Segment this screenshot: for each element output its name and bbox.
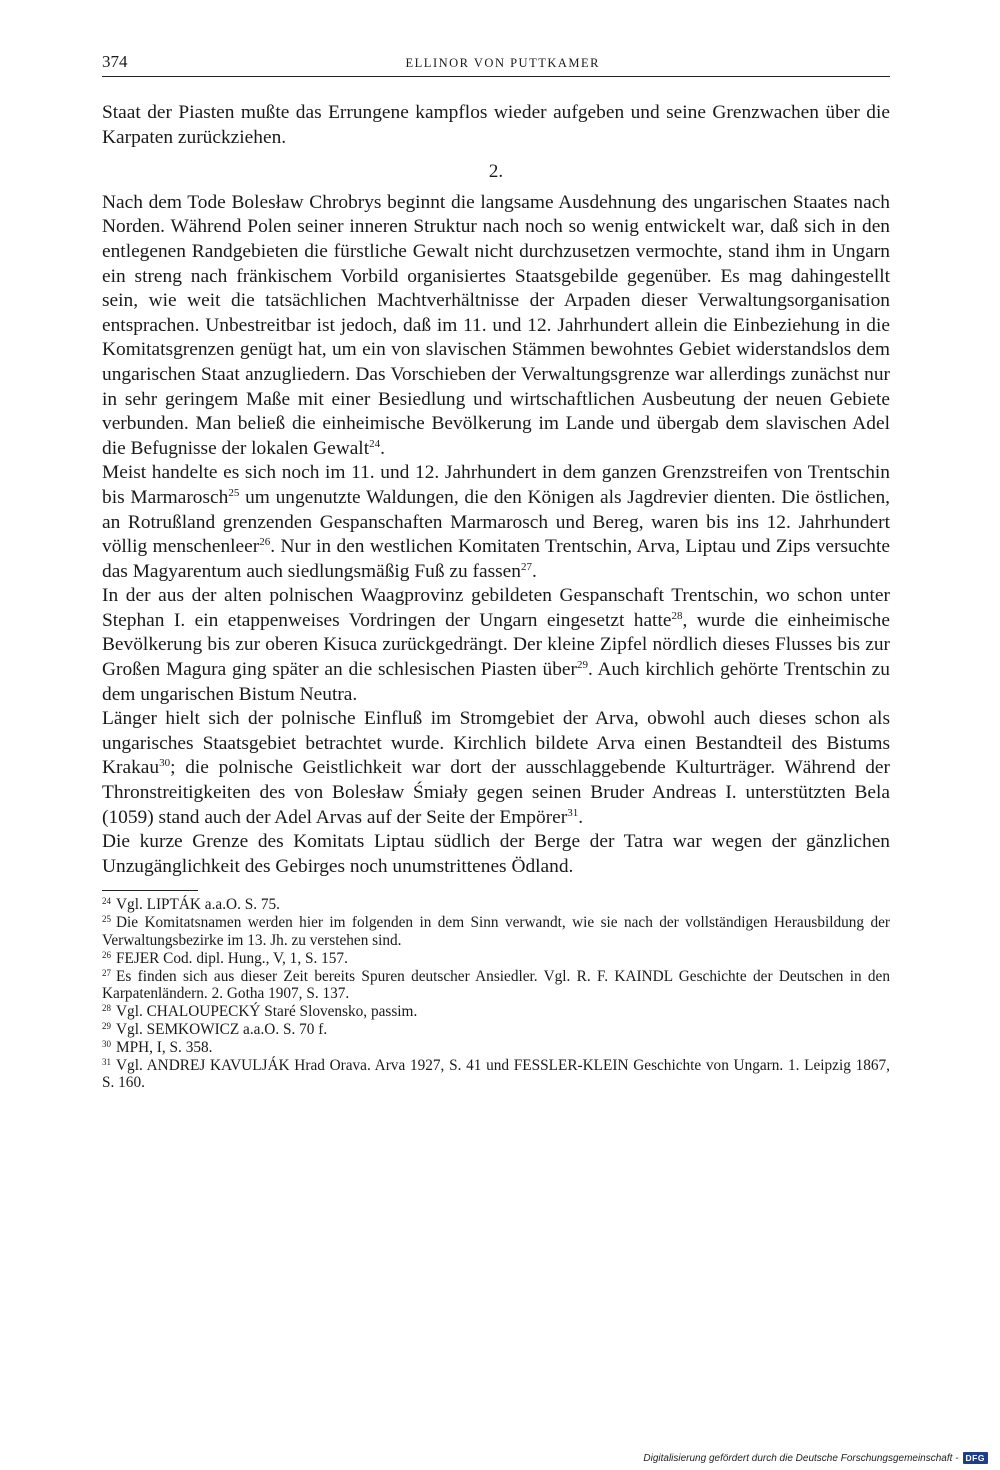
paragraph-4-text-b: ; die polnische Geistlichkeit war dort der ausschlaggebende Kulturträger. Während der Thronstreitigkeiten des von Bolesław Śmiały gegen seinen Bruder Andreas I. unterstützten Bela (1059) stand auch der Adel Arvas auf der Seite der Empörer	[102, 757, 890, 828]
footnote-ref-31[interactable]: 31	[567, 806, 579, 819]
paragraph-2-end: .	[531, 560, 537, 582]
footnote-number: 24	[102, 896, 111, 907]
footnote-25	[102, 914, 890, 950]
paragraph-1-text: Nach dem Tode Bolesław Chrobrys beginnt die langsame Ausdehnung des ungarischen Staates nach Norden. Während Polen seiner inneren Struktur nach noch so wenig entwickelt war, daß sich in den entlegenen Randgebieten die fürstliche Gewalt nicht durchzusetzen vermochte, stand ihm in Ungarn ein streng nach fränkischem Vorbild organisiertes Staatsgebilde gegenüber. Es mag dahingestellt sein, wie weit die tatsächlichen Machtverhältnisse der Arpaden dieser Verwaltungsorganisation entsprachen. Unbestreitbar ist jedoch, daß im 11. und 12. Jahrhundert allein die Einbeziehung in die Komitatsgrenzen genügt hat, um ein von slavischen Stämmen bewohntes Gebiet widerstandslos dem ungarischen Staat anzugliedern. Das Vorschieben der Verwaltungsgrenze war allerdings zunächst nur in sehr geringem Maße mit einer Besiedlung und wirtschaftlichen Ausbeutung der neuen Gebiete verbunden. Man beließ die einheimische Bevölkerung im Lande und übergab dem slavischen Adel die Befugnisse der lokalen Gewalt	[102, 191, 890, 459]
footnote-ref-27[interactable]: 27	[520, 560, 532, 573]
page	[102, 52, 890, 1092]
footnote-number: 28	[102, 1003, 111, 1014]
footnote-separator	[102, 890, 198, 891]
footnote-30	[102, 1039, 890, 1057]
running-head: ELLINOR VON PUTTKAMER	[405, 56, 600, 70]
credit-text: Digitalisierung gefördert durch die Deutsche Forschungsgemeinschaft -	[643, 1452, 959, 1464]
main-text	[102, 101, 890, 879]
paragraph-5: Die kurze Grenze des Komitats Liptau südlich der Berge der Tatra war wegen der gänzlichen Unzugänglichkeit des Gebirges noch unumstrittenes Ödland.	[102, 831, 890, 877]
section-number: 2.	[488, 161, 504, 183]
footnote-text: Vgl. ANDREJ KAVULJÁK Hrad Orava. Arva 1927, S. 41 und FESSLER-KLEIN Geschichte von Ungarn. 1. Leipzig 1867, S. 160.	[102, 1056, 890, 1092]
footnote-text: Vgl. LIPTÁK a.a.O. S. 75.	[116, 896, 281, 914]
footnote-text: Vgl. SEMKOWICZ a.a.O. S. 70 f.	[116, 1020, 328, 1038]
footnote-27	[102, 968, 890, 1004]
footnote-text: Es finden sich aus dieser Zeit bereits Spuren deutscher Ansiedler. Vgl. R. F. KAINDL Geschichte der Deutschen in den Karpatenländern. 2. Gotha 1907, S. 137.	[102, 967, 890, 1003]
paragraph-2-text-b: um ungenutzte Waldungen, die den Königen als Jagdrevier dienten. Die östlichen, an Rotrußland grenzenden Gespanschaften Marmarosch und Bereg, waren bis ins 12. Jahrhundert völlig menschenleer	[102, 486, 890, 558]
footnote-text: Vgl. CHALOUPECKÝ Staré Slovensko, passim.	[116, 1003, 418, 1021]
paragraph-3-text-b: , wurde die einheimische Bevölkerung bis zur oberen Kisuca zurückgedrängt. Der kleine Zipfel nördlich dieses Flusses bis zur Großen Magura ging später an die schlesischen Piasten über	[102, 609, 890, 681]
footnote-number: 26	[102, 949, 111, 960]
footnote-text: FEJER Cod. dipl. Hung., V, 1, S. 157.	[116, 949, 348, 967]
paragraph-1-end: .	[380, 437, 385, 459]
footnote-29	[102, 1021, 890, 1039]
paragraph-2	[102, 461, 890, 584]
footnote-number: 31	[102, 1056, 111, 1067]
paragraph-4-end: .	[578, 806, 584, 828]
footnote-31	[102, 1057, 890, 1093]
footnote-ref-29[interactable]: 29	[576, 659, 588, 672]
footnote-ref-30[interactable]: 30	[159, 757, 171, 770]
digitization-credit	[643, 1452, 988, 1464]
footnote-24	[102, 896, 890, 914]
page-number: 374	[102, 52, 128, 71]
running-header	[102, 52, 890, 77]
paragraph-3	[102, 584, 890, 707]
paragraph-1	[102, 191, 890, 462]
footnote-number: 29	[102, 1020, 111, 1031]
footnote-28	[102, 1003, 890, 1021]
footnote-number: 30	[102, 1038, 111, 1049]
dfg-logo-icon: DFG	[963, 1452, 988, 1464]
footnote-ref-24[interactable]: 24	[369, 437, 381, 450]
footnote-text: Die Komitatsnamen werden hier im folgenden in dem Sinn verwandt, wie sie nach der vollständigen Herausbildung der Verwaltungsbezirke im 13. Jh. zu verstehen sind.	[102, 914, 890, 949]
footnote-number: 25	[102, 914, 111, 925]
footnote-number: 27	[102, 967, 111, 978]
paragraph-4-text-a: Länger hielt sich der polnische Einfluß im Stromgebiet der Arva, obwohl auch dieses schon als ungarisches Staatsgebiet betrachtet wurde. Kirchlich bildete Arva einen Bestandteil des Bistums Krakau	[102, 708, 890, 779]
paragraph-carryover: Staat der Piasten mußte das Errungene kampflos wieder aufgeben und seine Grenzwachen über die Karpaten zurückziehen.	[102, 102, 890, 148]
paragraph-2-text-a: Meist handelte es sich noch im 11. und 12. Jahrhundert in dem ganzen Grenzstreifen von Trentschin bis Marmarosch	[102, 462, 890, 508]
footnotes	[102, 896, 890, 1092]
paragraph-4	[102, 707, 890, 830]
footnote-26	[102, 950, 890, 968]
paragraph-3-text-c: . Auch kirchlich gehörte Trentschin zu dem ungarischen Bistum Neutra.	[102, 659, 890, 705]
footnote-text: MPH, I, S. 358.	[116, 1038, 213, 1056]
footnote-ref-28[interactable]: 28	[671, 609, 683, 622]
footnote-ref-25[interactable]: 25	[228, 486, 240, 499]
footnote-ref-26[interactable]: 26	[259, 536, 271, 549]
paragraph-3-text-a: In der aus der alten polnischen Waagprovinz gebildeten Gespanschaft Trentschin, wo schon unter Stephan I. ein etappenweises Vordringen der Ungarn eingesetzt hatte	[102, 585, 890, 631]
paragraph-2-text-c: . Nur in den westlichen Komitaten Trentschin, Arva, Liptau und Zips versuchte das Magyarentum auch siedlungsmäßig Fuß zu fassen	[102, 536, 890, 582]
